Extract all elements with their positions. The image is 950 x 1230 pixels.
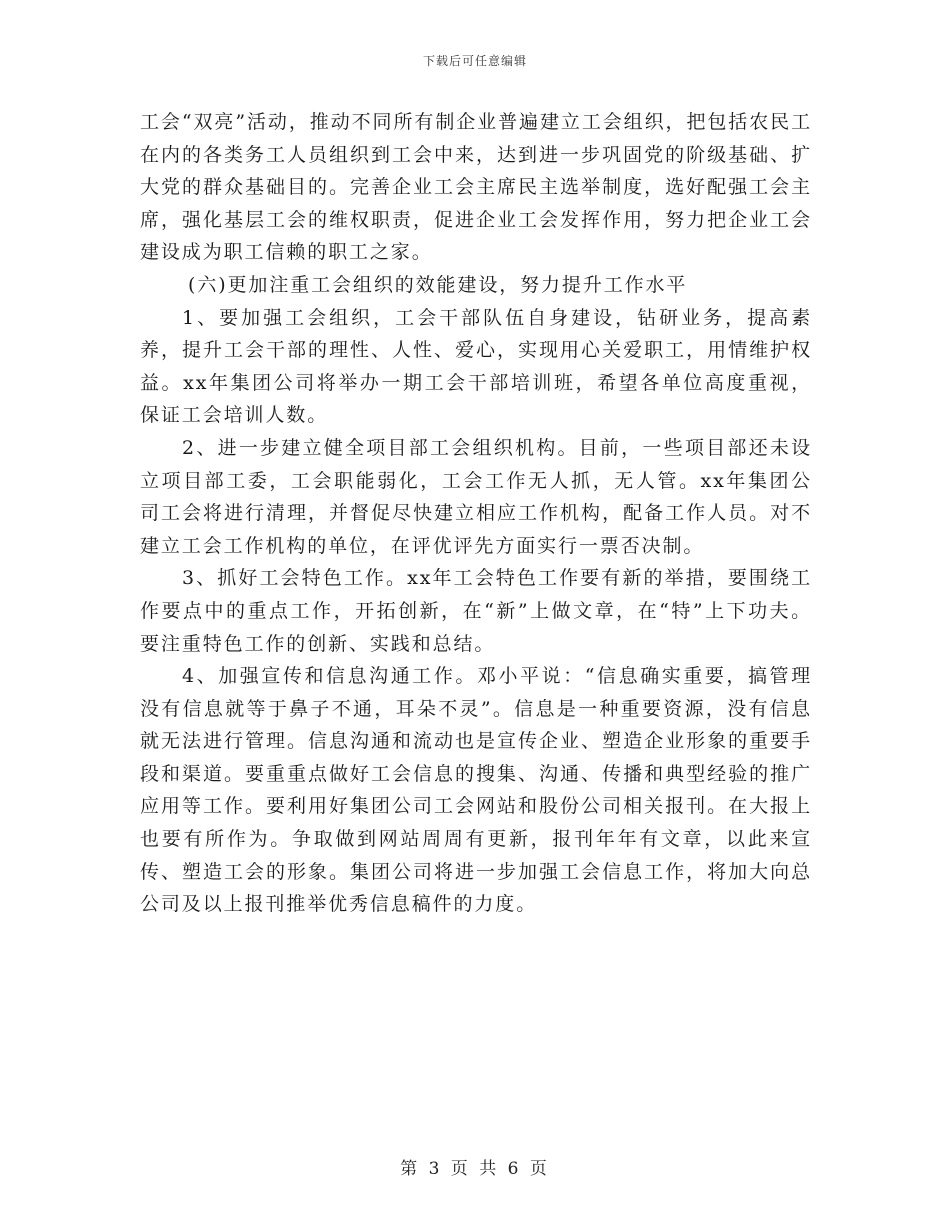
document-body — [140, 106, 812, 921]
page-number-footer: 第 3 页 共 6 页 — [400, 1159, 550, 1179]
paragraph-item-4: 4、加强宣传和信息沟通工作。邓小平说：“信息确实重要，搞管理没有信息就等于鼻子不通，耳朵不灵”。信息是一种重要资源，没有信息就无法进行管理。信息沟通和流动也是宣传企业、塑造企业形象的重要手段和渠道。要重重点做好工会信息的搜集、沟通、传播和典型经验的推广应用等工作。要利用好集团公司工会网站和股份公司相关报刊。在大报上也要有所作为。争取做到网站周周有更新，报刊年年有文章，以此来宣传、塑造工会的形象。集团公司将进一步加强工会信息工作，将加大向总公司及以上报刊推举优秀信息稿件的力度。 — [140, 665, 812, 916]
paragraph-item-1: 1、要加强工会组织，工会干部队伍自身建设，钻研业务，提高素养，提升工会干部的理性、人性、爱心，实现用心关爱职工，用情维护权益。xx年集团公司将举办一期工会干部培训班，希望各单位高度重视，保证工会培训人数。 — [140, 306, 812, 427]
paragraph-continuation: 工会“双亮”活动，推动不同所有制企业普遍建立工会组织，把包括农民工在内的各类务工人员组织到工会中来，达到进一步巩固党的阶级基础、扩大党的群众基础目的。完善企业工会主席民主选举制度，选好配强工会主席，强化基层工会的维权职责，促进企业工会发挥作用，努力把企业工会建设成为职工信赖的职工之家。 — [140, 111, 812, 264]
section-heading: (六)更加注重工会组织的效能建设，努力提升工作水平 — [188, 273, 688, 296]
paragraph-item-2: 2、进一步建立健全项目部工会组织机构。目前，一些项目部还未设立项目部工委，工会职能弱化，工会工作无人抓，无人管。xx年集团公司工会将进行清理，并督促尽快建立相应工作机构，配备工作人员。对不建立工会工作机构的单位，在评优评先方面实行一票否决制。 — [140, 436, 812, 557]
paragraph-item-3: 3、抓好工会特色工作。xx年工会特色工作要有新的举措，要围绕工作要点中的重点工作，开拓创新，在“新”上做文章，在“特”上下功夫。要注重特色工作的创新、实践和总结。 — [140, 567, 812, 655]
page-header: 下载后可任意编辑 — [422, 54, 527, 68]
